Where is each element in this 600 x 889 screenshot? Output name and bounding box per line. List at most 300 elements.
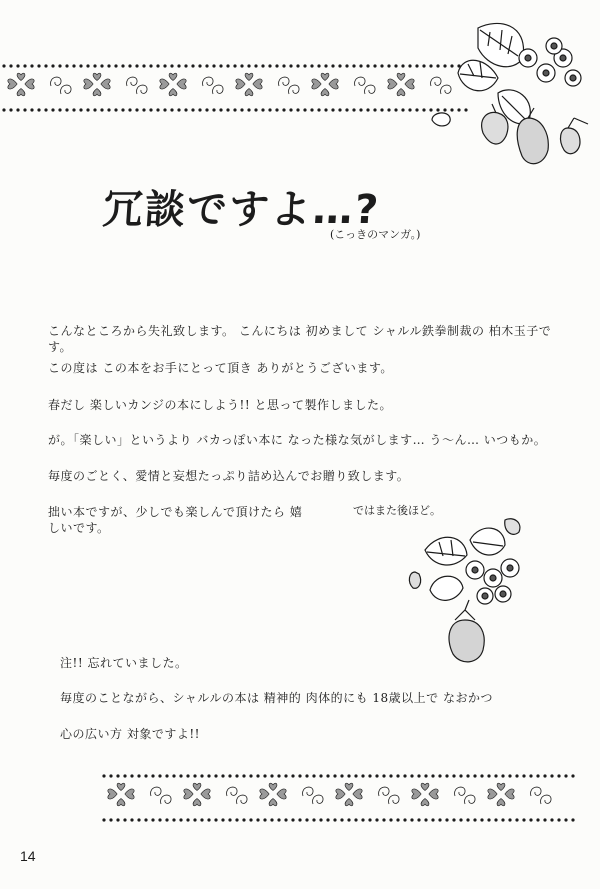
border-dot [522,774,525,777]
border-dot [200,774,203,777]
border-dot [212,108,215,111]
border-dot [305,818,308,821]
border-dot [326,774,329,777]
border-dot [289,64,292,67]
border-dot [480,774,483,777]
heart-motif [260,789,269,799]
page-subtitle: (こっきのマンガ。) [330,228,421,241]
border-dot [228,774,231,777]
border-dot [312,818,315,821]
heart-motif [277,789,286,799]
border-dot [347,774,350,777]
border-dot [564,774,567,777]
heart-motif [245,89,253,96]
border-dot [102,818,105,821]
border-dot [268,108,271,111]
border-dot [543,774,546,777]
border-dot [459,774,462,777]
border-dot [417,818,420,821]
border-dot [177,64,180,67]
border-dot [382,818,385,821]
petal-icon [428,108,454,132]
heart-motif [201,789,210,799]
border-dot [333,818,336,821]
border-dot [571,774,574,777]
border-dot [515,818,518,821]
border-dot [529,818,532,821]
border-dot [156,64,159,67]
border-dot [508,818,511,821]
border-dot [338,64,341,67]
border-dot [184,108,187,111]
border-dot [144,818,147,821]
border-dot [256,774,259,777]
border-dot [79,64,82,67]
border-dot [207,774,210,777]
heart-motif [429,789,438,799]
border-dot [543,818,546,821]
border-dot [375,818,378,821]
border-dot [135,64,138,67]
border-dot [2,108,5,111]
border-dot [284,774,287,777]
border-dot [408,64,411,67]
border-dot [452,818,455,821]
swirl-motif [203,77,213,86]
border-dot [165,818,168,821]
border-dot [396,774,399,777]
border-dot [58,64,61,67]
border-dot [149,108,152,111]
border-dot [317,64,320,67]
heart-motif [397,73,405,80]
border-dot [151,774,154,777]
heart-motif [321,89,329,96]
heart-motif [193,783,201,790]
border-dot [424,818,427,821]
heart-motif [497,799,505,806]
swirl-motif [213,85,223,94]
border-dot [438,774,441,777]
border-dot [317,108,320,111]
swirl-motif [303,787,313,796]
heart-motif [488,789,497,799]
border-dot [254,108,257,111]
swirl-motif [227,787,237,796]
strawberry-plant-icon [405,510,535,668]
border-dot [86,64,89,67]
border-dot [338,108,341,111]
paragraph-6: 拙い本ですが、少しでも楽しんで頂けたら 嬉しいです。 [48,505,303,535]
border-dot [389,774,392,777]
border-dot [212,64,215,67]
heart-motif [245,73,253,80]
border-dot [165,774,168,777]
swirl-motif [455,787,465,796]
heart-motif [169,89,177,96]
border-dot [179,774,182,777]
border-dot [135,108,138,111]
swirl-motif [365,85,375,94]
border-dot [347,818,350,821]
border-dot [536,774,539,777]
swirl-motif [389,795,399,804]
border-dot [254,64,257,67]
paragraph-3: 春だし 楽しいカンジの本にしよう!! と思って製作しました。 [48,398,392,412]
border-dot [100,108,103,111]
border-dot [205,108,208,111]
heart-motif [269,799,277,806]
heart-motif [193,799,201,806]
border-dot [9,108,12,111]
border-dot [501,818,504,821]
note-line-1: 毎度のことながら、シャルルの本は 精神的 肉体的にも 18歳以上で なおかつ [60,691,493,705]
border-dot [305,774,308,777]
swirl-motif [51,77,61,86]
border-dot [263,818,266,821]
border-dot [247,108,250,111]
border-dot [163,108,166,111]
border-dot [394,108,397,111]
heart-motif [412,789,421,799]
border-dot [151,818,154,821]
border-dot [221,774,224,777]
heart-motif [397,89,405,96]
border-dot [226,64,229,67]
heart-motif [169,73,177,80]
border-dot [324,108,327,111]
heart-motif [421,799,429,806]
border-dot [172,818,175,821]
border-dot [331,108,334,111]
border-dot [156,108,159,111]
note-heading: 注!! 忘れていました。 [60,656,188,670]
page-number: 14 [20,848,36,864]
heart-motif [8,79,17,89]
heart-motif [253,79,262,89]
border-dot [445,774,448,777]
border-dot [403,774,406,777]
swirl-motif [279,77,289,86]
heart-motif [497,783,505,790]
border-dot [277,774,280,777]
heart-motif [101,79,110,89]
heart-motif [93,73,101,80]
border-dot [130,818,133,821]
border-dot [242,774,245,777]
border-dot [389,818,392,821]
border-dot [93,108,96,111]
border-dot [198,64,201,67]
border-dot [366,64,369,67]
border-dot [380,64,383,67]
border-dot [277,818,280,821]
border-dot [51,108,54,111]
border-dot [198,108,201,111]
border-dot [114,64,117,67]
border-dot [137,774,140,777]
border-dot [116,774,119,777]
border-dot [172,774,175,777]
border-dot [373,64,376,67]
bottom-heart-border [100,768,580,828]
border-dot [466,818,469,821]
border-dot [282,108,285,111]
swirl-motif [237,795,247,804]
border-dot [291,818,294,821]
border-dot [263,774,266,777]
border-dot [410,818,413,821]
border-dot [431,774,434,777]
border-dot [86,108,89,111]
border-dot [452,774,455,777]
heart-motif [125,789,134,799]
border-dot [233,108,236,111]
border-dot [123,818,126,821]
border-dot [128,64,131,67]
border-dot [282,64,285,67]
border-dot [268,64,271,67]
paragraph-5: 毎度のごとく、愛情と妄想たっぷり詰め込んでお贈り致します。 [48,469,410,483]
border-dot [158,818,161,821]
border-dot [191,64,194,67]
border-dot [303,64,306,67]
border-dot [289,108,292,111]
border-dot [368,818,371,821]
heart-motif [117,799,125,806]
border-dot [333,774,336,777]
border-dot [102,774,105,777]
border-dot [158,774,161,777]
border-dot [522,818,525,821]
border-dot [529,774,532,777]
border-dot [303,108,306,111]
border-dot [261,64,264,67]
border-dot [193,774,196,777]
border-dot [16,108,19,111]
border-dot [459,818,462,821]
border-dot [298,818,301,821]
border-dot [494,818,497,821]
border-dot [354,774,357,777]
border-dot [473,818,476,821]
border-dot [396,818,399,821]
border-dot [235,818,238,821]
heart-motif [505,789,514,799]
border-dot [233,64,236,67]
border-dot [186,818,189,821]
border-dot [44,64,47,67]
border-dot [550,774,553,777]
heart-motif [329,79,338,89]
border-dot [144,774,147,777]
border-dot [247,64,250,67]
border-dot [219,108,222,111]
border-dot [261,108,264,111]
swirl-motif [465,795,475,804]
heart-motif [405,79,414,89]
border-dot [284,818,287,821]
border-dot [550,818,553,821]
border-dot [114,108,117,111]
heart-motif [117,783,125,790]
swirl-motif [541,795,551,804]
border-dot [23,64,26,67]
border-dot [235,774,238,777]
heart-motif [345,799,353,806]
border-dot [494,774,497,777]
border-dot [345,64,348,67]
paragraph-2: この度は この本をお手にとって頂き ありがとうございます。 [48,361,393,375]
border-dot [310,108,313,111]
border-dot [340,818,343,821]
border-dot [466,774,469,777]
border-dot [401,108,404,111]
border-dot [221,818,224,821]
border-dot [109,774,112,777]
border-dot [9,64,12,67]
border-dot [214,774,217,777]
border-dot [340,774,343,777]
border-dot [387,64,390,67]
heart-motif [84,79,93,89]
border-dot [291,774,294,777]
border-dot [79,108,82,111]
border-dot [37,64,40,67]
border-dot [116,818,119,821]
border-dot [326,818,329,821]
heart-motif [353,789,362,799]
border-dot [226,108,229,111]
border-dot [296,64,299,67]
border-dot [501,774,504,777]
heart-motif [321,73,329,80]
paragraph-4: が。「楽しい」というより バカっぽい本に なった様な気がします… う〜ん… いつもか。 [48,433,547,447]
swirl-motif [161,795,171,804]
border-dot [249,818,252,821]
swirl-motif [531,787,541,796]
border-dot [368,774,371,777]
border-dot [387,108,390,111]
border-dot [270,774,273,777]
border-dot [137,818,140,821]
border-dot [23,108,26,111]
border-dot [403,818,406,821]
border-dot [249,774,252,777]
border-dot [331,64,334,67]
border-dot [184,64,187,67]
border-dot [296,108,299,111]
border-dot [557,818,560,821]
heart-motif [345,783,353,790]
swirl-motif [127,77,137,86]
border-dot [410,774,413,777]
border-dot [298,774,301,777]
border-dot [163,64,166,67]
border-dot [65,108,68,111]
swirl-motif [313,795,323,804]
border-dot [361,818,364,821]
page-title: 冗談ですよ…? [101,187,382,233]
border-dot [186,774,189,777]
border-dot [107,64,110,67]
border-dot [228,818,231,821]
border-dot [149,64,152,67]
border-dot [2,64,5,67]
border-dot [121,108,124,111]
border-dot [275,108,278,111]
note-line-2: 心の広い方 対象ですよ!! [60,727,200,741]
swirl-motif [151,787,161,796]
border-dot [242,818,245,821]
border-dot [200,818,203,821]
border-dot [128,108,131,111]
swirl-motif [355,77,365,86]
border-dot [58,108,61,111]
border-dot [394,64,397,67]
border-dot [373,108,376,111]
border-dot [72,64,75,67]
border-dot [536,818,539,821]
border-dot [121,64,124,67]
border-dot [191,108,194,111]
border-dot [100,64,103,67]
heart-motif [312,79,321,89]
border-dot [51,64,54,67]
swirl-motif [379,787,389,796]
border-dot [431,818,434,821]
border-dot [275,64,278,67]
border-dot [170,64,173,67]
heart-motif [17,89,25,96]
border-dot [473,774,476,777]
border-dot [324,64,327,67]
border-dot [240,64,243,67]
border-dot [401,64,404,67]
border-dot [205,64,208,67]
border-dot [380,108,383,111]
heart-motif [160,79,169,89]
border-dot [571,818,574,821]
border-dot [30,108,33,111]
border-dot [219,64,222,67]
swirl-motif [137,85,147,94]
heart-motif [336,789,345,799]
border-dot [557,774,560,777]
border-dot [424,774,427,777]
border-dot [256,818,259,821]
signoff-text: ではまた後ほど。 [353,504,441,517]
border-dot [319,818,322,821]
border-dot [16,64,19,67]
border-dot [564,818,567,821]
border-dot [354,818,357,821]
top-heart-border [0,58,470,118]
heart-motif [421,783,429,790]
border-dot [515,774,518,777]
border-dot [193,818,196,821]
border-dot [359,108,362,111]
border-dot [375,774,378,777]
swirl-motif [61,85,71,94]
border-dot [508,774,511,777]
border-dot [480,818,483,821]
border-dot [207,818,210,821]
border-dot [312,774,315,777]
border-dot [130,774,133,777]
heart-motif [184,789,193,799]
border-dot [170,108,173,111]
